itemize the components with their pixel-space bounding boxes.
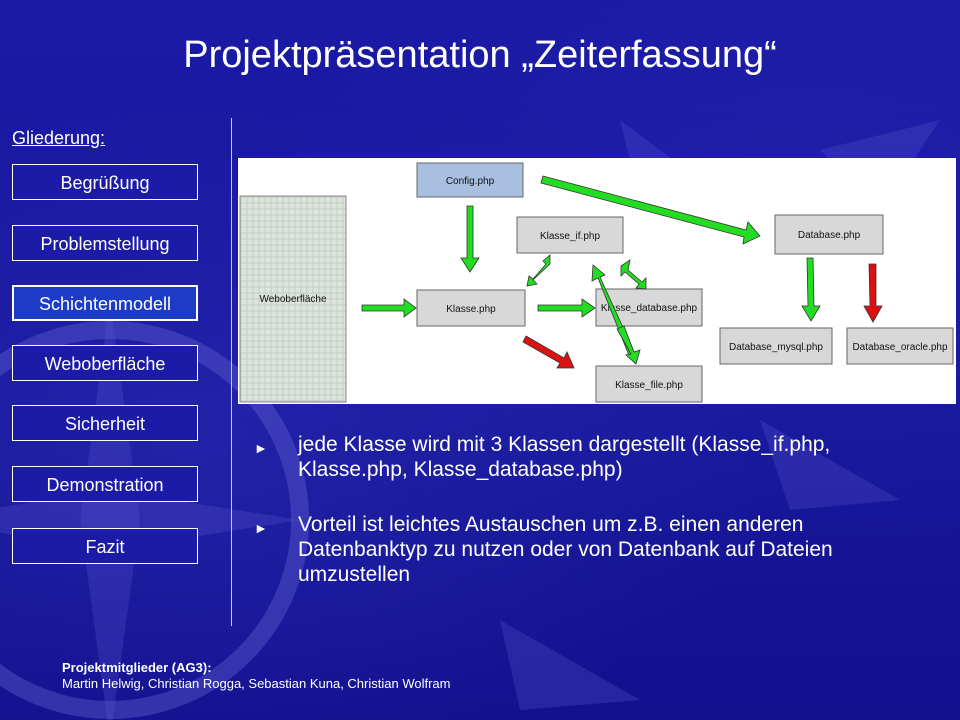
footer <box>62 660 450 692</box>
slide-title: Projektpräsentation „Zeiterfassung“ <box>183 34 777 76</box>
svg-text:Database.php: Database.php <box>797 230 861 241</box>
svg-text:Database_mysql.php: Database_mysql.php <box>729 342 823 353</box>
bullet-item: ► Vorteil ist leichtes Austauschen um z.B. einen anderen Datenbanktyp zu nutzen oder von Datenbank auf Dateien umzustellen <box>254 513 833 586</box>
svg-text:Weboberfläche: Weboberfläche <box>259 294 327 305</box>
arrow-config-klasse <box>461 206 479 272</box>
arrow-red-database-oracle <box>864 264 882 322</box>
bullet-arrow-icon: ► <box>254 440 268 456</box>
nav-button-demonstration[interactable]: Demonstration <box>12 466 198 502</box>
bullet-list <box>254 432 934 617</box>
nav-button-fazit[interactable]: Fazit <box>12 528 198 564</box>
arrow-klassedb-klassefile <box>617 326 640 364</box>
nav-button-weboberflaeche[interactable]: Weboberfläche <box>12 345 198 381</box>
svg-text:Klasse_file.php: Klasse_file.php <box>615 380 683 391</box>
outline-heading: Gliederung: <box>12 128 106 148</box>
box-klasse <box>417 290 525 326</box>
nav-button-schichtenmodell[interactable]: Schichtenmodell <box>12 285 198 321</box>
svg-text:Klasse.php: Klasse.php <box>446 304 496 315</box>
box-database <box>775 215 883 254</box>
bullet-arrow-icon: ► <box>254 520 268 536</box>
divider <box>231 118 232 626</box>
box-config <box>417 163 523 197</box>
box-database-mysql <box>720 328 832 364</box>
svg-text:Klasse_database.php: Klasse_database.php <box>600 303 698 314</box>
footer-members: Martin Helwig, Christian Rogga, Sebastian Kuna, Christian Wolfram <box>62 676 451 691</box>
svg-text:Database_oracle.php: Database_oracle.php <box>852 342 948 353</box>
arrow-web-klasse <box>362 299 416 317</box>
nav-button-problemstellung[interactable]: Problemstellung <box>12 225 198 261</box>
box-weboberflaeche <box>240 196 346 402</box>
box-klasse-file <box>596 366 702 402</box>
arrow-klasse-klassedb <box>538 299 595 317</box>
arrow-klasseif-klasse <box>527 255 550 286</box>
box-klasse-if <box>517 217 623 253</box>
box-database-oracle <box>847 328 953 364</box>
arrow-database-mysql <box>802 258 820 321</box>
layer-diagram <box>238 158 956 404</box>
arrow-red-klasse-klassefile <box>523 336 574 368</box>
svg-text:Klasse_if.php: Klasse_if.php <box>539 231 601 242</box>
footer-label: Projektmitglieder (AG3): <box>62 660 212 675</box>
svg-text:Config.php: Config.php <box>445 176 495 187</box>
bullet-item: ► jede Klasse wird mit 3 Klassen dargestellt (Klasse_if.php, Klasse.php, Klasse_database.php) <box>254 433 831 481</box>
nav-button-begruessung[interactable]: Begrüßung <box>12 164 198 200</box>
nav-button-sicherheit[interactable]: Sicherheit <box>12 405 198 441</box>
arrow-klasseif-klassedb <box>621 260 646 289</box>
